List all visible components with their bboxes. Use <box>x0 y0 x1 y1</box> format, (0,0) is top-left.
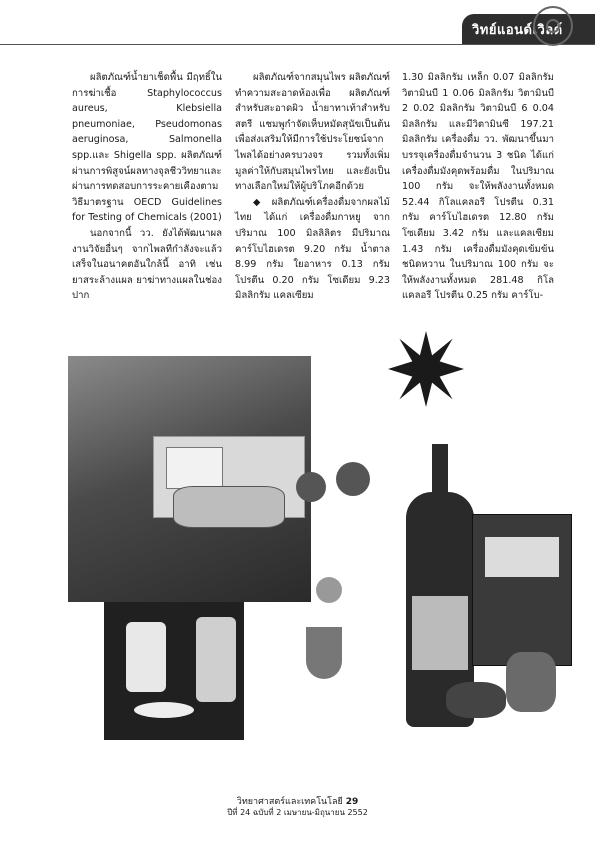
sample-jars-photo <box>104 602 244 740</box>
product-box <box>472 514 572 666</box>
mixing-drum <box>173 486 285 528</box>
footer-issue: ปีที่ 24 ฉบับที่ 2 เมษายน-มิถุนายน 2552 <box>227 808 368 817</box>
col1-paragraph-1: ผลิตภัณฑ์น้ำยาเช็ดพื้น มีฤทธิ์ในการฆ่าเชื้อ Staphylococcus aureus, Klebsiella pneumoniae, Pseudomonas aeruginosa, Salmonella spp.และ Shigella spp. ผลิตภัณฑ์ผ่านการพิสูจน์ผลทางจุลชีววิทยาและผ่านการทดสอบการระคายเคืองตามวิธีมาตรฐาน OECD Guidelines for Testing of Chemicals (2001) <box>72 72 222 224</box>
juice-glass <box>306 627 342 679</box>
col2-paragraph-2: ◆ ผลิตภัณฑ์เครื่องดื่มจากผลไม้ไทย ได้แก่ เครื่องดื่มกาหยู จากปริมาณ 100 มิลลิลิตร มีปริมาณคาร์โบไฮเดรต 9.20 กรัม น้ำตาล 8.99 กรัม ใยอาหาร 0.13 กรัม โปรตีน 0.20 กรัม โซเดียม 9.23 มิลลิกรัม แคลเซียม <box>235 196 390 302</box>
cashew-fruits <box>446 682 506 718</box>
mangosteen-fruit <box>296 472 326 502</box>
section-title: วิทย์แอนด์เวิลด์ <box>472 23 563 38</box>
journal-name: วิทยาศาสตร์และเทคโนโลยี <box>236 797 343 807</box>
col3-paragraph-1: 1.30 มิลลิกรัม เหล็ก 0.07 มิลลิกรัม วิตามินบี 1 0.06 มิลลิกรัม วิตามินบี 2 0.02 มิลลิกรัม วิตามินบี 6 0.04 มิลลิกรัม และมีวิตามินซี 197.21 มิลลิกรัม เครื่องดื่ม วว. พัฒนาขึ้นมาบรรจุเครื่องดื่มจำนวน 3 ชนิด ได้แก่ เครื่องดื่มมังคุดพร้อมดื่ม ในปริมาณ 100 กรัม จะให้พลังงานทั้งหมด 52.44 กิโลแคลอรี โปรตีน 0.31 กรัม คาร์โบไฮเดรต 12.80 กรัม โซเดียม 3.42 กรัม และแคลเซียม 1.43 กรัม เครื่องดื่มมังคุดเข้มข้นชนิดหวาน ในปริมาณ 100 กรัม จะให้พลังงานทั้งหมด 281.48 กิโลแคลอรี โปรตีน 0.25 กรัม คาร์โบ- <box>402 72 554 302</box>
column-3 <box>402 70 554 304</box>
pills-jar <box>196 617 236 702</box>
column-1 <box>72 70 222 304</box>
flower-decoration <box>506 652 556 712</box>
col2-paragraph-1: ผลิตภัณฑ์จากสมุนไพร ผลิตภัณฑ์ทำความสะอาดห้องเพื่อ ผลิตภัณฑ์สำหรับสะอาดผิว น้ำยาทาเท้าสำหรับสตรี แชมพูกำจัดเห็บหมัดสุนัขเป็นต้น เพื่อส่งเสริมให้มีการใช้ประโยชน์จากไพลได้อย่างครบวงจร รวมทั้งเพิ่มมูลค่าให้กับสมุนไพรไทย และยังเป็นทางเลือกใหม่ให้ผู้บริโภคอีกด้วย <box>235 72 390 193</box>
small-bottles <box>316 577 342 603</box>
powder-jar <box>126 622 166 692</box>
beverage-products-photo <box>296 402 568 772</box>
target-logo-icon <box>533 6 573 46</box>
box-label <box>485 537 559 577</box>
lab-equipment-photo <box>68 356 311 602</box>
page-number: 29 <box>345 797 359 807</box>
header-rule <box>0 44 595 45</box>
mangosteen-fruit <box>336 462 370 496</box>
col1-paragraph-2: นอกจากนี้ วว. ยังได้พัฒนาผลงานวิจัยอื่นๆ จากไพลทีกำลังจะแล้วเสร็จในอนาคตอันใกล้นี้ อาทิ เช่น ยาสระล้างแผล ยาฆ่าทางแผลในช่องปาก <box>72 227 222 302</box>
star-decoration-icon <box>388 331 464 407</box>
bottle-label <box>412 596 468 670</box>
powder-dish <box>134 702 194 718</box>
column-2 <box>235 70 390 304</box>
